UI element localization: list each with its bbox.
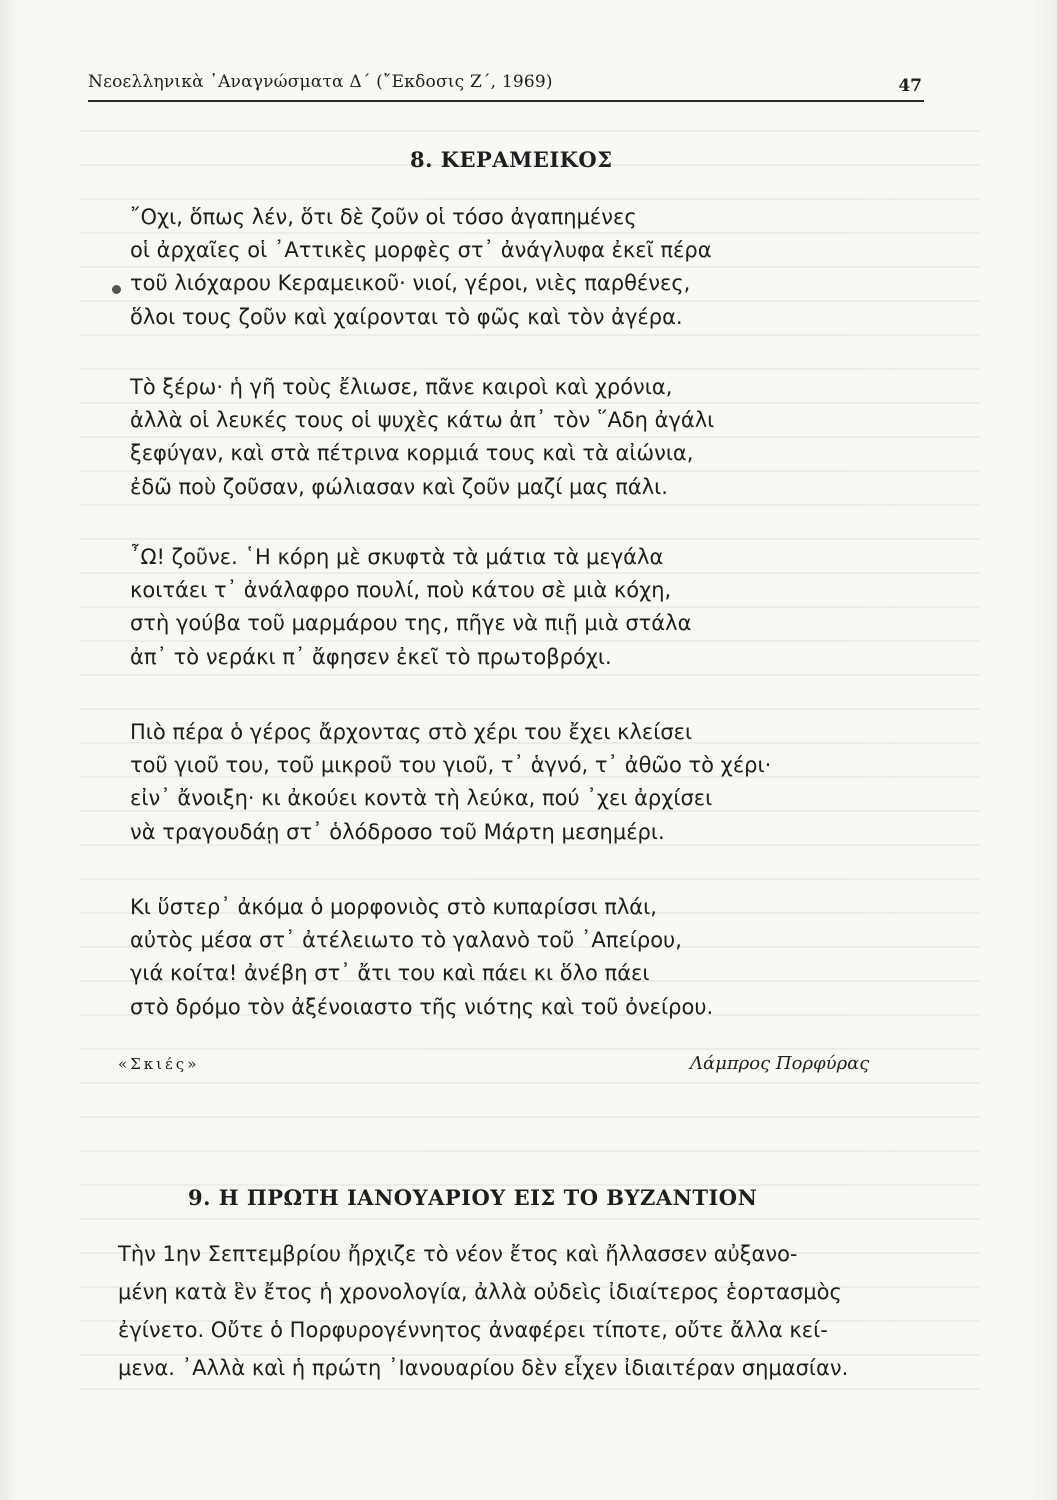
page-header bbox=[88, 70, 924, 102]
poem-line: ὅλοι τους ζοῦν καὶ χαίρονται τὸ φῶς καὶ τὸν ἀγέρα. bbox=[130, 305, 683, 329]
poem-line: ἀλλὰ οἱ λευκές τους οἱ ψυχὲς κάτω ἀπ᾿ τὸν ῞Αδη ἀγάλι bbox=[130, 408, 715, 432]
prose-line: μένη κατὰ ἓν ἔτος ἡ χρονολογία, ἀλλὰ οὐδεὶς ἰδιαίτερος ἑορτασμὸς bbox=[118, 1280, 842, 1304]
poem-author: Λάμπρος Πορφύρας bbox=[690, 1053, 870, 1074]
poem-line: ῎Οχι, ὅπως λέν, ὅτι δὲ ζοῦν οἱ τόσο ἀγαπημένες bbox=[130, 205, 637, 229]
poem-line: αὐτὸς μέσα στ᾿ ἀτέλειωτο τὸ γαλανὸ τοῦ ᾿Απείρου, bbox=[130, 928, 682, 952]
poem-line: τοῦ λιόχαρου Κεραμεικοῦ· νιοί, γέροι, νιὲς παρθένες, bbox=[130, 271, 691, 295]
prose-line: μενα. ᾿Αλλὰ καὶ ἡ πρώτη ᾿Ιανουαρίου δὲν εἶχεν ἰδιαιτέραν σημασίαν. bbox=[118, 1356, 849, 1380]
poem-line: ἐδῶ ποὺ ζοῦσαν, φώλιασαν καὶ ζοῦν μαζί μας πάλι. bbox=[130, 475, 668, 499]
poem-line: Τὸ ξέρω· ἡ γῆ τοὺς ἔλιωσε, πᾶνε καιροὶ καὶ χρόνια, bbox=[130, 375, 673, 399]
poem-line: Κι ὕστερ᾿ ἀκόμα ὁ μορφονιὸς στὸ κυπαρίσσι πλάι, bbox=[130, 895, 657, 919]
poem-source: «Σκιές» bbox=[118, 1055, 200, 1073]
poem-line: στὸ δρόμο τὸν ἀξένοιαστο τῆς νιότης καὶ τοῦ ὀνείρου. bbox=[130, 995, 714, 1019]
prose-line: ἐγίνετο. Οὔτε ὁ Πορφυρογέννητος ἀναφέρει τίποτε, οὔτε ἄλλα κεί- bbox=[118, 1318, 828, 1342]
poem-line: Πιὸ πέρα ὁ γέρος ἄρχοντας στὸ χέρι του ἔχει κλείσει bbox=[130, 720, 693, 744]
poem-line: στὴ γούβα τοῦ μαρμάρου της, πῆγε νὰ πιῇ μιὰ στάλα bbox=[130, 611, 692, 635]
poem-line: ῏Ω! ζοῦνε. ῾Η κόρη μὲ σκυφτὰ τὰ μάτια τὰ μεγάλα bbox=[130, 545, 664, 569]
prose-line: Τὴν 1ην Σεπτεμβρίου ἤρχιζε τὸ νέον ἔτος καὶ ἤλλασσεν αὐξανο- bbox=[118, 1242, 798, 1266]
section-8-title: 8. ΚΕΡΑΜΕΙΚΟΣ bbox=[410, 147, 613, 172]
margin-mark bbox=[112, 285, 121, 294]
poem-line: νὰ τραγουδάῃ στ᾿ ὁλόδροσο τοῦ Μάρτη μεσημέρι. bbox=[130, 820, 665, 844]
poem-line: οἱ ἀρχαῖες οἱ ᾿Αττικὲς μορφὲς στ᾿ ἀνάγλυφα ἐκεῖ πέρα bbox=[130, 238, 712, 262]
running-title: Νεοελληνικὰ ᾿Αναγνώσματα Δ΄ (῎Εκδοσις Ζ΄, 1969) bbox=[88, 72, 553, 92]
poem-line: ξεφύγαν, καὶ στὰ πέτρινα κορμιά τους καὶ τὰ αἰώνια, bbox=[130, 441, 694, 465]
poem-line: εἰν᾿ ἄνοιξη· κι ἀκούει κοντὰ τὴ λεύκα, πού ᾿χει ἀρχίσει bbox=[130, 786, 713, 810]
poem-line: γιά κοίτα! ἀνέβη στ᾿ ἄτι του καὶ πάει κι ὅλο πάει bbox=[130, 961, 650, 985]
poem-line: ἀπ᾿ τὸ νεράκι π᾿ ἄφησεν ἐκεῖ τὸ πρωτοβρόχι. bbox=[130, 645, 612, 669]
section-9-title: 9. Η ΠΡΩΤΗ ΙΑΝΟΥΑΡΙΟΥ ΕΙΣ ΤΟ ΒΥΖΑΝΤΙΟΝ bbox=[188, 1185, 758, 1210]
page-number: 47 bbox=[898, 76, 922, 96]
poem-line: τοῦ γιοῦ του, τοῦ μικροῦ του γιοῦ, τ᾿ ἁγνό, τ᾿ ἀθῶο τὸ χέρι· bbox=[130, 753, 772, 777]
poem-line: κοιτάει τ᾿ ἀνάλαφρο πουλί, ποὺ κάτου σὲ μιὰ κόχη, bbox=[130, 578, 672, 602]
